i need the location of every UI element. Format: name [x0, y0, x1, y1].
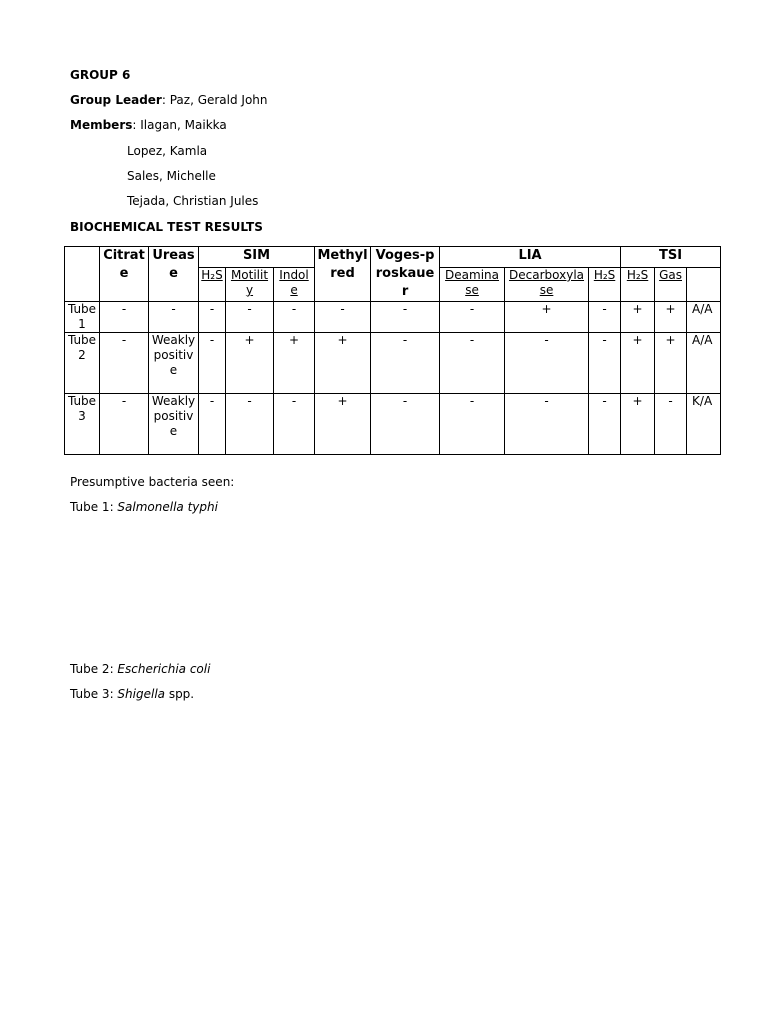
member-name: Tejada, Christian Jules [127, 194, 259, 208]
tube3-label: Tube 3: [70, 687, 118, 701]
cell-voges: - [371, 394, 440, 455]
tube2-label: Tube 2: [70, 662, 118, 676]
table-row [65, 302, 721, 333]
members-line [70, 118, 227, 132]
tube1-organism: Salmonella typhi [117, 500, 218, 514]
cell-sim-h2s: - [199, 394, 226, 455]
cell-deaminase: - [440, 394, 505, 455]
tube1-label: Tube 1: [70, 500, 118, 514]
subheader-motility: Motility [226, 267, 274, 301]
corner-cell [65, 247, 100, 302]
subheader-gas: Gas [655, 267, 687, 301]
cell-gas: - [655, 394, 687, 455]
cell-methyl-red: - [315, 302, 371, 333]
tube3-result [70, 687, 194, 701]
subheader-tsi-h2s: H₂S [621, 267, 655, 301]
tube3-suffix: spp. [165, 687, 195, 701]
table-row [65, 333, 721, 394]
cell-tsi-h2s: + [621, 333, 655, 394]
cell-motility: - [226, 302, 274, 333]
cell-citrate: - [100, 333, 149, 394]
cell-citrate: - [100, 302, 149, 333]
subheader-decarboxylase: Decarboxylase [505, 267, 589, 301]
cell-lia-h2s: - [589, 333, 621, 394]
cell-urease: Weakly positive [149, 394, 199, 455]
cell-motility: + [226, 333, 274, 394]
cell-tsi: K/A [687, 394, 721, 455]
subheader-indole: Indole [274, 267, 315, 301]
presumptive-title: Presumptive bacteria seen: [70, 475, 235, 489]
cell-gas: + [655, 333, 687, 394]
tube2-result [70, 662, 210, 676]
member-name: : Ilagan, Maikka [132, 118, 227, 132]
cell-voges: - [371, 302, 440, 333]
cell-citrate: - [100, 394, 149, 455]
cell-methyl-red: + [315, 333, 371, 394]
member-name: Sales, Michelle [127, 169, 216, 183]
cell-tsi-h2s: + [621, 394, 655, 455]
header-methyl-red: Methyl red [315, 247, 371, 302]
members-label: Members [70, 118, 133, 132]
cell-indole: + [274, 333, 315, 394]
header-row [65, 247, 721, 268]
header-tsi: TSI [621, 247, 721, 268]
row-label: Tube 2 [65, 333, 100, 394]
cell-tsi: A/A [687, 333, 721, 394]
tube3-organism: Shigella [117, 687, 165, 701]
subheader-lia-h2s: H₂S [589, 267, 621, 301]
tube2-organism: Escherichia coli [117, 662, 211, 676]
cell-deaminase: - [440, 302, 505, 333]
cell-sim-h2s: - [199, 333, 226, 394]
header-sim: SIM [199, 247, 315, 268]
subheader-deaminase: Deaminase [440, 267, 505, 301]
row-label: Tube 1 [65, 302, 100, 333]
group-title: GROUP 6 [70, 68, 131, 82]
table-row [65, 394, 721, 455]
cell-gas: + [655, 302, 687, 333]
section-title: BIOCHEMICAL TEST RESULTS [70, 220, 263, 234]
subheader-sim-h2s: H₂S [199, 267, 226, 301]
header-citrate: Citrate [100, 247, 149, 302]
cell-tsi-h2s: + [621, 302, 655, 333]
cell-methyl-red: + [315, 394, 371, 455]
cell-sim-h2s: - [199, 302, 226, 333]
cell-indole: - [274, 302, 315, 333]
cell-decarboxylase: - [505, 333, 589, 394]
leader-label: Group Leader [70, 93, 162, 107]
header-urease: Urease [149, 247, 199, 302]
subheader-tsi-blank [687, 267, 721, 301]
member-name: Lopez, Kamla [127, 144, 208, 158]
cell-voges: - [371, 333, 440, 394]
cell-motility: - [226, 394, 274, 455]
tube1-result [70, 500, 218, 514]
results-table [64, 246, 721, 455]
cell-lia-h2s: - [589, 394, 621, 455]
cell-decarboxylase: - [505, 394, 589, 455]
cell-tsi: A/A [687, 302, 721, 333]
cell-decarboxylase: + [505, 302, 589, 333]
cell-urease: Weakly positive [149, 333, 199, 394]
header-lia: LIA [440, 247, 621, 268]
cell-lia-h2s: - [589, 302, 621, 333]
cell-deaminase: - [440, 333, 505, 394]
row-label: Tube 3 [65, 394, 100, 455]
cell-urease: - [149, 302, 199, 333]
header-voges-proskauer: Voges-proskauer [371, 247, 440, 302]
cell-indole: - [274, 394, 315, 455]
group-leader-line [70, 93, 268, 107]
leader-name: : Paz, Gerald John [161, 93, 268, 107]
